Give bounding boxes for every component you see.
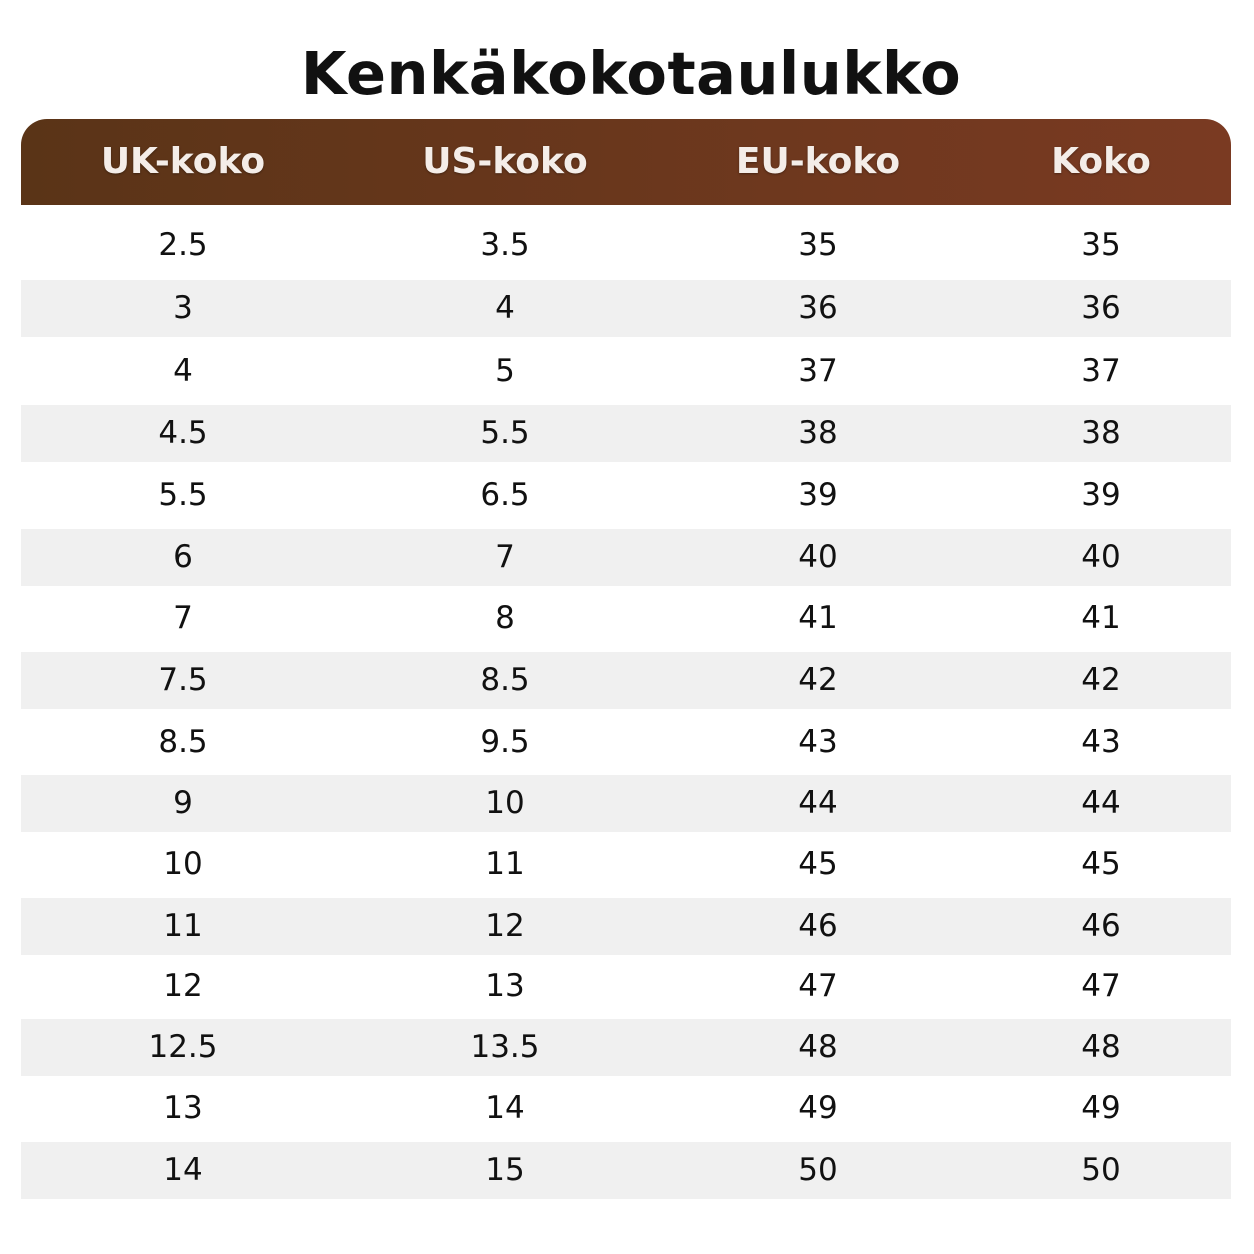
cell-eu: 43 (798, 724, 838, 760)
cell-us: 4 (495, 290, 515, 326)
table-row (21, 958, 1231, 1015)
cell-us: 13.5 (470, 1029, 540, 1065)
cell-eu: 35 (798, 227, 838, 263)
table-row (21, 343, 1231, 400)
cell-size: 35 (1081, 227, 1121, 263)
cell-size: 42 (1081, 662, 1121, 698)
cell-size: 37 (1081, 353, 1121, 389)
cell-us: 3.5 (480, 227, 530, 263)
cell-uk: 12.5 (148, 1029, 218, 1065)
cell-size: 40 (1081, 539, 1121, 575)
cell-us: 11 (485, 846, 525, 882)
table-row (21, 775, 1231, 832)
cell-us: 5.5 (480, 415, 530, 451)
cell-us: 6.5 (480, 477, 530, 513)
table-row (21, 652, 1231, 709)
cell-uk: 5.5 (158, 477, 208, 513)
cell-uk: 4 (173, 353, 193, 389)
cell-size: 47 (1081, 968, 1121, 1004)
cell-us: 14 (485, 1090, 525, 1126)
table-row (21, 714, 1231, 771)
cell-us: 12 (485, 908, 525, 944)
cell-eu: 50 (798, 1152, 838, 1188)
cell-size: 45 (1081, 846, 1121, 882)
table-row (21, 1019, 1231, 1076)
cell-uk: 6 (173, 539, 193, 575)
cell-eu: 45 (798, 846, 838, 882)
cell-size: 49 (1081, 1090, 1121, 1126)
table-row (21, 405, 1231, 462)
table-header (21, 119, 1231, 205)
cell-eu: 40 (798, 539, 838, 575)
cell-size: 36 (1081, 290, 1121, 326)
cell-size: 48 (1081, 1029, 1121, 1065)
cell-uk: 14 (163, 1152, 203, 1188)
cell-uk: 2.5 (158, 227, 208, 263)
cell-eu: 38 (798, 415, 838, 451)
cell-us: 15 (485, 1152, 525, 1188)
cell-eu: 39 (798, 477, 838, 513)
cell-eu: 42 (798, 662, 838, 698)
cell-uk: 7.5 (158, 662, 208, 698)
table-row (21, 898, 1231, 955)
cell-size: 39 (1081, 477, 1121, 513)
cell-uk: 3 (173, 290, 193, 326)
cell-eu: 44 (798, 785, 838, 821)
cell-uk: 10 (163, 846, 203, 882)
cell-us: 9.5 (480, 724, 530, 760)
cell-eu: 41 (798, 600, 838, 636)
size-chart-table (21, 119, 1231, 1188)
table-row (21, 1142, 1231, 1199)
cell-eu: 36 (798, 290, 838, 326)
cell-eu: 48 (798, 1029, 838, 1065)
table-row (21, 590, 1231, 647)
table-row (21, 1080, 1231, 1137)
column-header-eu: EU-koko (735, 141, 901, 182)
page-title: Kenkäkokotaulukko (300, 39, 962, 108)
cell-uk: 13 (163, 1090, 203, 1126)
table-row (21, 836, 1231, 893)
cell-uk: 9 (173, 785, 193, 821)
cell-eu: 37 (798, 353, 838, 389)
table-row (21, 467, 1231, 524)
table-row (21, 217, 1231, 274)
cell-uk: 4.5 (158, 415, 208, 451)
column-header-us: US-koko (422, 141, 588, 182)
cell-size: 44 (1081, 785, 1121, 821)
cell-uk: 8.5 (158, 724, 208, 760)
cell-us: 13 (485, 968, 525, 1004)
cell-eu: 46 (798, 908, 838, 944)
cell-uk: 12 (163, 968, 203, 1004)
column-header-size: Koko (1051, 141, 1151, 182)
cell-us: 8 (495, 600, 515, 636)
cell-uk: 11 (163, 908, 203, 944)
cell-size: 41 (1081, 600, 1121, 636)
cell-size: 50 (1081, 1152, 1121, 1188)
table-row (21, 280, 1231, 337)
cell-us: 7 (495, 539, 515, 575)
cell-us: 10 (485, 785, 525, 821)
cell-us: 5 (495, 353, 515, 389)
cell-size: 43 (1081, 724, 1121, 760)
cell-eu: 47 (798, 968, 838, 1004)
table-row (21, 529, 1231, 586)
column-header-uk: UK-koko (100, 141, 266, 182)
cell-us: 8.5 (480, 662, 530, 698)
cell-eu: 49 (798, 1090, 838, 1126)
cell-size: 46 (1081, 908, 1121, 944)
cell-size: 38 (1081, 415, 1121, 451)
cell-uk: 7 (173, 600, 193, 636)
